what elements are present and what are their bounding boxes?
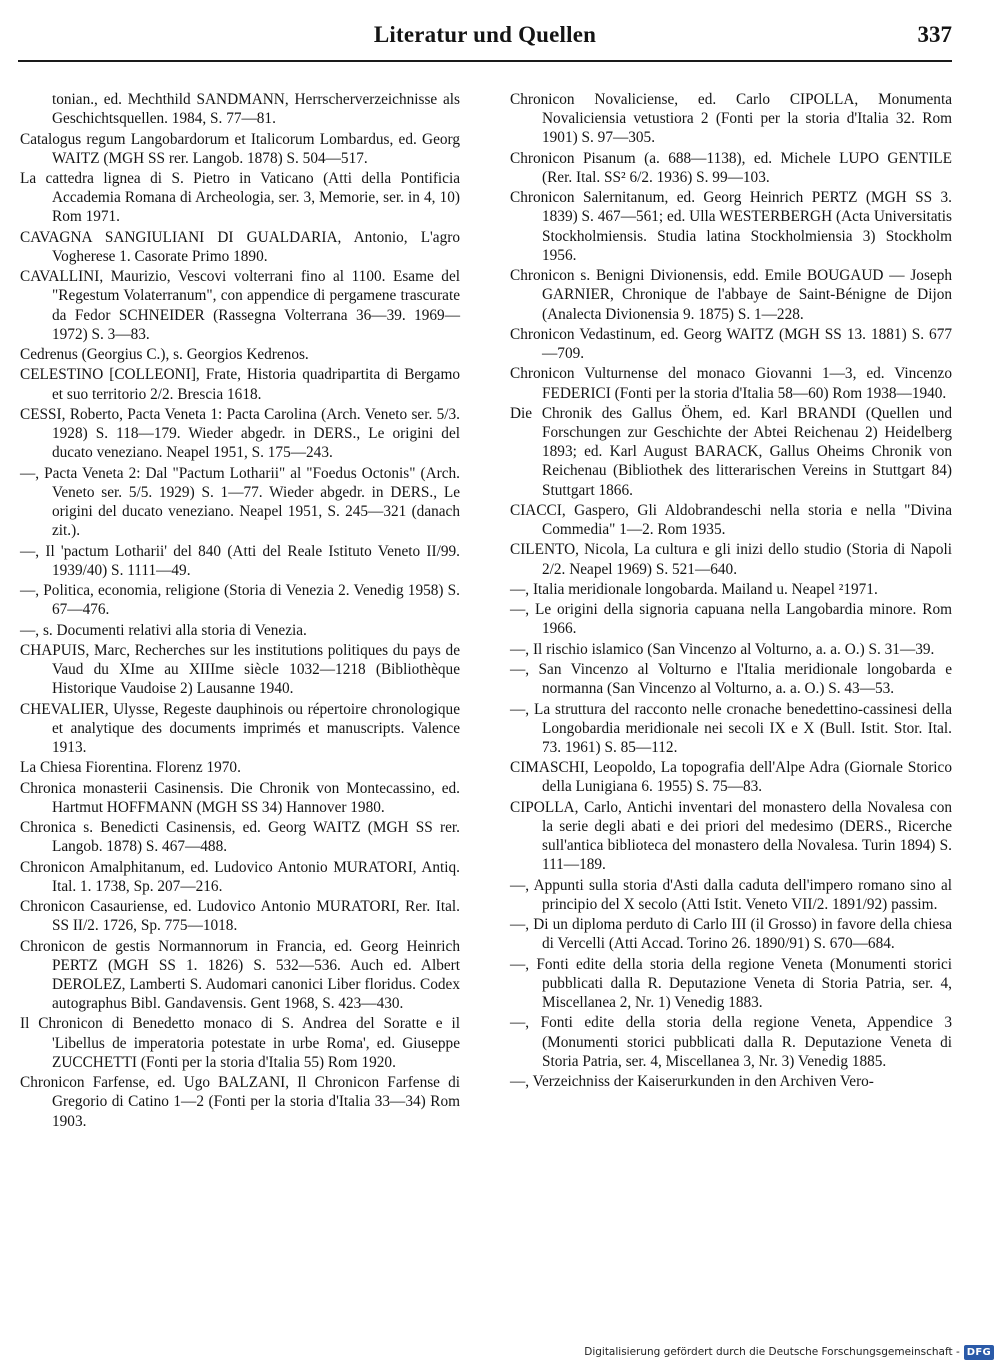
bibliography-entry: CESSI, Roberto, Pacta Veneta 1: Pacta Carolina (Arch. Veneto ser. 5/3. 1928) S. 118—179. Wieder abgedr. in DERS., Le origini del ducato veneziano. Neapel 1951, S. 175—243. xyxy=(20,405,460,462)
bibliography-entry: La cattedra lignea di S. Pietro in Vaticano (Atti della Pontificia Accademia Romana di Archeologia, ser. 3, Memorie, ser. in 4, 10) Rom 1971. xyxy=(20,170,460,226)
bibliography-entry: CHEVALIER, Ulysse, Regeste dauphinois ou répertoire chronologique et analytique des documents imprimés et manuscripts. Valence 1913. xyxy=(20,700,460,756)
bibliography-entry: Chronicon Vulturnense del monaco Giovanni 1—3, ed. Vincenzo FEDERICI (Fonti per la storia d'Italia 58—60) Rom 1938—1940. xyxy=(510,365,952,402)
right-column xyxy=(510,90,952,1092)
footer-text: Digitalisierung gefördert durch die Deutsche Forschungsgemeinschaft - xyxy=(584,1346,960,1358)
bibliography-entry: Chronicon Vedastinum, ed. Georg WAITZ (MGH SS 13. 1881) S. 677—709. xyxy=(510,325,952,363)
bibliography-entry: Chronicon de gestis Normannorum in Francia, ed. Georg Heinrich PERTZ (MGH SS 1. 1826) S. 532—536. Auch ed. Albert DEROLEZ, Lamberti S. Audomari canonici Liber floridus. Codex autographus Bibl. Gandavensis. Gent 1968, S. 423—430. xyxy=(20,937,460,1013)
digitization-footer xyxy=(584,1341,994,1363)
bibliography-entry: —, Il rischio islamico (San Vincenzo al Volturno, a. a. O.) S. 31—39. xyxy=(510,640,935,658)
bibliography-entry: Chronicon Casauriense, ed. Ludovico Antonio MURATORI, Rer. Ital. SS II/2. 1726, Sp. 775—1018. xyxy=(20,898,460,935)
bibliography-entry: —, San Vincenzo al Volturno e l'Italia meridionale longobarda e normanna (San Vincenzo al Volturno, a. a. O.) S. 43—53. xyxy=(510,661,952,698)
bibliography-entry: Il Chronicon di Benedetto monaco di S. Andrea del Soratte e il 'Libellus de imperatoria potestate in urbe Roma', ed. Giuseppe ZUCCHETTI (Fonti per la storia d'Italia 55) Rom 1920. xyxy=(20,1015,460,1071)
bibliography-entry: —, Fonti edite della storia della regione Veneta (Monumenti storici pubblicati dalla R. Deputazione Veneta di Storia Patria, ser. 4, Miscellanea 2, Nr. 1) Venedig 1883. xyxy=(510,955,952,1012)
page-header xyxy=(18,20,952,62)
bibliography-entry: Catalogus regum Langobardorum et Italicorum Lombardus, ed. Georg WAITZ (MGH SS rer. Langob. 1878) S. 504—517. xyxy=(20,130,460,167)
bibliography-entry: Chronicon Amalphitanum, ed. Ludovico Antonio MURATORI, Antiq. Ital. 1. 1738, Sp. 207—216. xyxy=(20,858,460,895)
bibliography-entry: CILENTO, Nicola, La cultura e gli inizi dello studio (Storia di Napoli 2/2. Neapel 1969) S. 521—640. xyxy=(510,541,952,578)
bibliography-entry: —, Le origini della signoria capuana nella Langobardia minore. Rom 1966. xyxy=(510,601,952,638)
bibliography-entry: CAVAGNA SANGIULIANI DI GUALDARIA, Antonio, L'agro Vogherese 1. Casorate Primo 1890. xyxy=(20,228,460,265)
bibliography-entry: Die Chronik des Gallus Öhem, ed. Karl BRANDI (Quellen und Forschungen zur Geschichte der Abtei Reichenau 2) Heidelberg 1893; ed. Karl August BARACK, Gallus Oheims Chronik von Reichenau (Bibliothek des litterarischen Vereins in Stuttgart 84) Stuttgart 1866. xyxy=(510,404,952,499)
bibliography-entry: CAVALLINI, Maurizio, Vescovi volterrani fino al 1100. Esame del "Regestum Volaterranum", con appendice di pergamene trascurate da Fedor SCHNEIDER (Rassegna Volterrana 36—39. 1969—1972) S. 3—83. xyxy=(20,268,460,343)
bibliography-entry: —, Politica, economia, religione (Storia di Venezia 2. Venedig 1958) S. 67—476. xyxy=(20,582,460,619)
bibliography-entry: CELESTINO [COLLEONI], Frate, Historia quadripartita di Bergamo et suo territorio 2/2. Brescia 1618. xyxy=(20,366,460,403)
bibliography-entry: CIPOLLA, Carlo, Antichi inventari del monastero della Novalesa con la serie degli abati e dei priori del medesimo (DERS., Ricerche sull'antica biblioteca del monastero della Novalesa. Turin 1894) S. 111—189. xyxy=(510,798,952,874)
bibliography-entry: Chronica monasterii Casinensis. Die Chronik von Montecassino, ed. Hartmut HOFFMANN (MGH SS 34) Hannover 1980. xyxy=(20,779,460,816)
bibliography-entry: —, Appunti sulla storia d'Asti dalla caduta dell'impero romano sino al principio del X secolo (Atti Istit. Veneto VII/2. 1891/92) passim. xyxy=(510,876,952,913)
bibliography-entry: Chronicon Novaliciense, ed. Carlo CIPOLLA, Monumenta Novaliciensia vetustiora 2 (Fonti per la storia d'Italia 32. Rom 1901) S. 97—305. xyxy=(510,91,952,147)
bibliography-entry: —, La struttura del racconto nelle cronache benedettino-cassinesi della Longobardia meridionale nei secoli IX e X (Bull. Istit. Stor. Ital. 73. 1961) S. 85—112. xyxy=(510,700,952,756)
bibliography-entry: Chronicon Pisanum (a. 688—1138), ed. Michele LUPO GENTILE (Rer. Ital. SS² 6/2. 1936) S. 99—103. xyxy=(510,149,952,186)
left-column xyxy=(20,90,460,1132)
bibliography-entry: Chronicon Farfense, ed. Ugo BALZANI, Il Chronicon Farfense di Gregorio di Catino 1—2 (Fonti per la storia d'Italia 33—34) Rom 1903. xyxy=(20,1074,460,1130)
bibliography-entry: CHAPUIS, Marc, Recherches sur les institutions politiques du pays de Vaud du XIme au XIIIme siècle 1032—1218 (Bibliothèque Historique Vaudoise 2) Lausanne 1940. xyxy=(20,641,460,698)
bibliography-entry: CIACCI, Gaspero, Gli Aldobrandeschi nella storia e nella "Divina Commedia" 1—2. Rom 1935. xyxy=(510,501,952,539)
page-number: 337 xyxy=(917,22,952,47)
page-title: Literatur und Quellen xyxy=(373,22,597,47)
bibliography-entry: Chronicon Salernitanum, ed. Georg Heinrich PERTZ (MGH SS 3. 1839) S. 467—561; ed. Ulla WESTERBERGH (Acta Universitatis Stockholmiensis. Studia latina Stockholmiensia 3) Stockholm 1956. xyxy=(510,189,952,264)
bibliography-entry: —, Pacta Veneta 2: Dal "Pactum Lotharii" al "Foedus Octonis" (Arch. Veneto ser. 5/5. 1929) S. 1—77. Wieder abgedr. in DERS., Le origini del ducato veneziano. Neapel 1951, S. 245—321 (danach zit.). xyxy=(20,464,460,540)
bibliography-entry: —, Italia meridionale longobarda. Mailand u. Neapel ²1971. xyxy=(510,580,878,598)
bibliography-entry: —, Il 'pactum Lotharii' del 840 (Atti del Reale Istituto Veneto II/99. 1939/40) S. 1111—49. xyxy=(20,542,460,579)
bibliography-entry: —, Verzeichniss der Kaiserurkunden in den Archiven Vero- xyxy=(510,1073,874,1091)
bibliography-entry: —, s. Documenti relativi alla storia di Venezia. xyxy=(20,621,307,639)
bibliography-entry: Chronica s. Benedicti Casinensis, ed. Georg WAITZ (MGH SS rer. Langob. 1878) S. 467—488. xyxy=(20,819,460,856)
bibliography-entry: —, Di un diploma perduto di Carlo III (il Grosso) in favore della chiesa di Vercelli (Atti Accad. Torino 26. 1890/91) S. 670—684. xyxy=(510,916,952,953)
dfg-logo: DFG xyxy=(964,1345,994,1360)
bibliography-entry: La Chiesa Fiorentina. Florenz 1970. xyxy=(20,759,241,777)
bibliography-entry: Cedrenus (Georgius C.), s. Georgios Kedrenos. xyxy=(20,346,309,364)
bibliography-entry: CIMASCHI, Leopoldo, La topografia dell'Alpe Adra (Giornale Storico della Lunigiana 6. 1955) S. 75—83. xyxy=(510,759,952,796)
bibliography-entry: —, Fonti edite della storia della regione Veneta, Appendice 3 (Monumenti storici pubblicati dalla R. Deputazione Veneta di Storia Patria, ser. 4, Miscellanea 3, Nr. 3) Venedig 1885. xyxy=(510,1014,952,1070)
bibliography-entry: Chronicon s. Benigni Divionensis, edd. Emile BOUGAUD — Joseph GARNIER, Chronique de l'abbaye de Saint-Bénigne de Dijon (Analecta Divionensia 9. 1875) S. 1—228. xyxy=(510,267,952,323)
bibliography-entry: tonian., ed. Mechthild SANDMANN, Herrscherverzeichnisse als Geschichtsquellen. 1984, S. 77—81. xyxy=(52,91,460,128)
